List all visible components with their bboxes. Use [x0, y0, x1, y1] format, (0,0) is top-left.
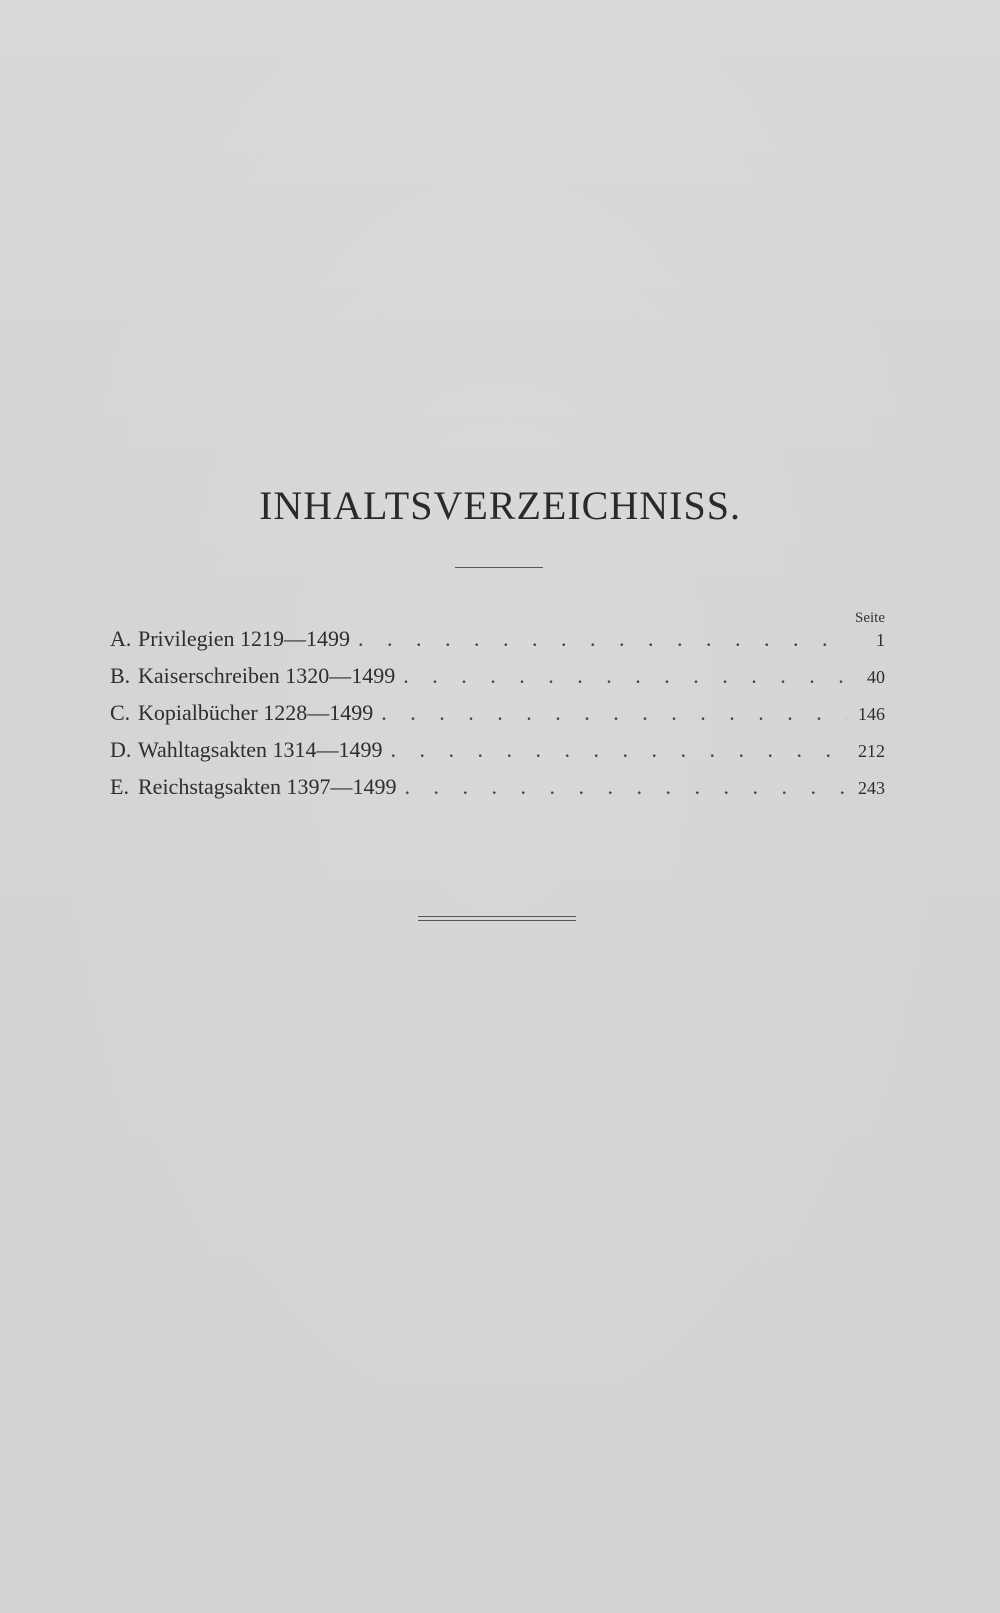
title-divider: [455, 567, 543, 568]
toc-entry-page: 212: [858, 741, 885, 761]
toc-entry: [110, 661, 885, 691]
toc-entry: [110, 624, 885, 654]
toc-entry-page: 243: [858, 778, 885, 798]
toc-entry-letter: C.: [110, 700, 131, 725]
dot-leader: [390, 735, 847, 765]
page-title: INHALTSVERZEICHNISS.: [259, 483, 741, 528]
toc-entry-letter: A.: [110, 626, 132, 651]
toc-entry-label: Kopialbücher 1228—1499: [138, 700, 374, 725]
toc-entry-letter: D.: [110, 737, 132, 762]
dot-leader: [381, 698, 847, 728]
toc-entry: [110, 772, 885, 802]
toc-entry-page: 40: [867, 667, 885, 687]
toc-entry: [110, 698, 885, 728]
end-divider: [418, 916, 576, 921]
toc-entry-label: Wahltagsakten 1314—1499: [138, 737, 383, 762]
toc-entry-label: Privilegien 1219—1499: [138, 626, 351, 651]
page-column-header: Seite: [855, 610, 885, 626]
toc-entry-label: Reichstagsakten 1397—1499: [138, 774, 397, 799]
dot-leader: [403, 661, 847, 691]
dot-leader: [358, 624, 847, 654]
toc-entry-letter: B.: [110, 663, 131, 688]
toc-entry-page: 146: [858, 704, 885, 724]
toc-entry-page: 1: [876, 630, 885, 650]
toc-entry-letter: E.: [110, 774, 129, 799]
toc-entry-label: Kaiserschreiben 1320—1499: [138, 663, 396, 688]
toc-entry: [110, 735, 885, 765]
dot-leader: [404, 772, 847, 802]
